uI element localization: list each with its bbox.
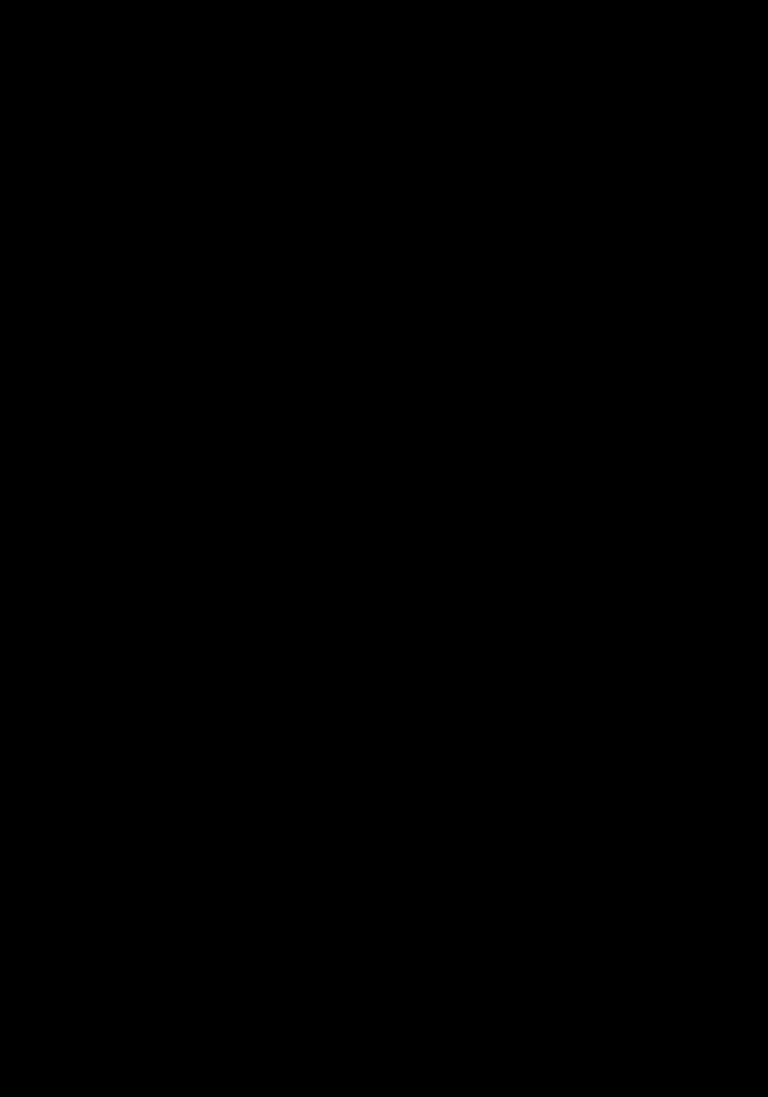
node-study-schedules-line-2: студентов	[297, 604, 439, 641]
node-method-control-line: обеспечения	[239, 856, 347, 876]
node-weekly-load-control	[396, 768, 546, 876]
node-weekly-load-control-line: еженедельной	[410, 798, 532, 818]
node-teacher-load-line: процесса	[69, 929, 147, 949]
node-teacher-load	[28, 764, 188, 953]
node-contingent	[20, 328, 220, 402]
node-teacher-load-line: преподавателей	[39, 794, 177, 814]
node-quality-control-line: качества	[613, 806, 687, 826]
node-study-schedules	[218, 568, 518, 642]
node-quality-control-line: Контроль	[610, 779, 690, 799]
node-umk-disciplines: УМК дисциплин	[538, 344, 721, 370]
node-weekly-load-control-line: Контроль	[431, 771, 511, 791]
node-teacher-load-line: и контроль	[62, 821, 154, 841]
node-study-plan: Учебный план	[262, 286, 475, 322]
node-teacher-load-line: кадрового	[65, 848, 151, 868]
node-method-control	[218, 772, 368, 934]
node-teacher-load-line: обеспечения	[54, 875, 162, 895]
diagram-title-line-2: разработки образовательных программ	[96, 95, 672, 132]
node-gos: ГОС 2	[315, 151, 453, 204]
node-umk-practice: УМК практик	[554, 258, 711, 284]
node-quality-control	[580, 776, 720, 857]
node-teacher-load-line: учебного	[70, 902, 146, 922]
node-teacher-load-line: Нагрузка	[70, 767, 146, 787]
diagram-title-line-1: Схема внутривузовской автоматизированной системы	[55, 22, 713, 95]
node-weekly-load-control-line: загруженности	[409, 825, 533, 845]
node-method-control-line: процесса	[254, 910, 332, 930]
node-method-control-line: учебно-	[260, 802, 326, 822]
node-method-control-line: Контроль	[253, 775, 333, 795]
node-study-schedules-line-1: Учебные графики	[236, 568, 500, 604]
node-method-control-line: методического	[231, 829, 355, 849]
node-weekly-load-control-line: студентов	[429, 852, 513, 872]
node-schedule: Расписание занятий	[228, 472, 522, 508]
diagram-title	[0, 22, 768, 132]
node-method-control-line: учебного	[255, 883, 331, 903]
node-quality-control-line: ООП	[629, 833, 671, 853]
node-contingent-line-2: студентов	[49, 364, 191, 401]
node-contingent-line-1: Контингент	[34, 328, 206, 364]
